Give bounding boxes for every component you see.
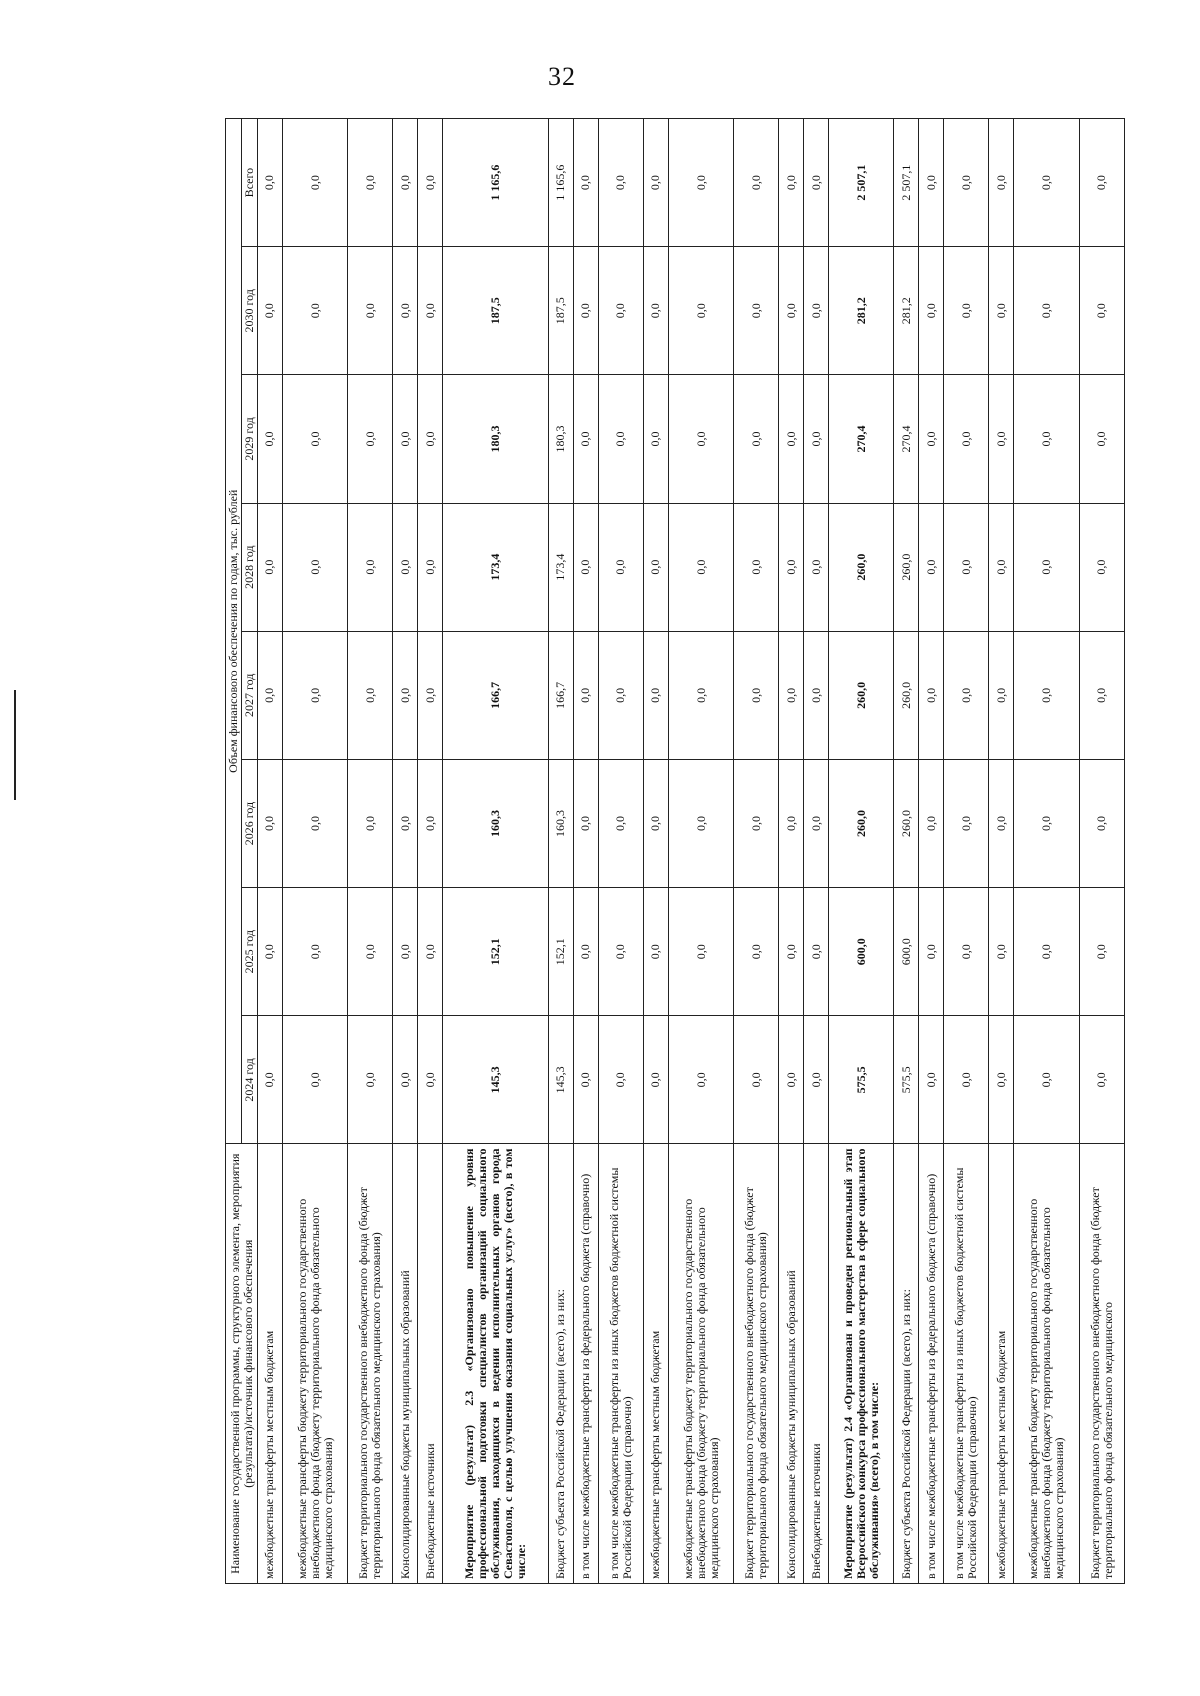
row-value-cell: 270,4 (829, 375, 894, 503)
row-value-cell: 260,0 (894, 759, 919, 887)
header-name-column: Наименование государственной программы, структурного элемента, мероприятия (результата)/источник финансового обеспечения (226, 1144, 258, 1584)
row-total-cell: 1 165,6 (443, 119, 549, 247)
row-value-cell: 0,0 (573, 1016, 598, 1144)
row-name-cell: Бюджет территориального государственного внебюджетного фонда (бюджет территориального фонда обязательного медицинского страхования) (348, 1144, 393, 1584)
row-value-cell: 0,0 (418, 375, 443, 503)
row-value-cell: 0,0 (258, 375, 283, 503)
row-name-cell: Мероприятие (результат) 2.4 «Организован и проведен региональный этап Всероссийского конкурса профессионального мастерства в сфере социального обслуживания» (всего), в том числе: (829, 1144, 894, 1584)
margin-mark (14, 690, 16, 800)
row-name-cell: межбюджетные трансферты бюджету территориального государственного внебюджетного фонда (бюджету территориального фонда обязательного медицинского страхования) (282, 1144, 347, 1584)
row-value-cell: 0,0 (668, 1016, 733, 1144)
row-value-cell: 270,4 (894, 375, 919, 503)
row-value-cell: 0,0 (393, 631, 418, 759)
row-total-cell: 0,0 (804, 119, 829, 247)
row-name-cell: межбюджетные трансферты бюджету территориального государственного внебюджетного фонда (бюджету территориального фонда обязательного медицинского страхования) (1014, 1144, 1079, 1584)
header-year: 2028 год (242, 503, 258, 631)
table-row (643, 119, 668, 1584)
row-name-cell: в том числе межбюджетные трансферты из иных бюджетов бюджетной системы Российской Федерации (справочно) (944, 1144, 989, 1584)
row-value-cell: 0,0 (643, 888, 668, 1016)
row-value-cell: 0,0 (258, 759, 283, 887)
header-year: 2026 год (242, 759, 258, 887)
row-total-cell: 0,0 (779, 119, 804, 247)
row-value-cell: 0,0 (919, 1016, 944, 1144)
row-value-cell: 0,0 (643, 503, 668, 631)
row-value-cell: 0,0 (348, 503, 393, 631)
row-value-cell: 0,0 (258, 888, 283, 1016)
row-value-cell: 0,0 (804, 375, 829, 503)
row-total-cell: 2 507,1 (829, 119, 894, 247)
table-row (549, 119, 574, 1584)
header-year: 2027 год (242, 631, 258, 759)
row-value-cell: 0,0 (804, 247, 829, 375)
row-value-cell: 0,0 (734, 759, 779, 887)
table-row (1079, 119, 1124, 1584)
row-value-cell: 0,0 (598, 247, 643, 375)
row-value-cell: 0,0 (779, 888, 804, 1016)
row-value-cell: 0,0 (804, 759, 829, 887)
row-value-cell: 281,2 (894, 247, 919, 375)
row-value-cell: 0,0 (598, 503, 643, 631)
header-year: 2030 год (242, 247, 258, 375)
row-value-cell: 0,0 (418, 1016, 443, 1144)
row-total-cell: 1 165,6 (549, 119, 574, 247)
row-name-cell: Бюджет территориального государственного внебюджетного фонда (бюджет территориального фонда обязательного медицинского страхования) (734, 1144, 779, 1584)
row-value-cell: 0,0 (919, 888, 944, 1016)
row-value-cell: 0,0 (989, 247, 1014, 375)
row-name-cell: в том числе межбюджетные трансферты из иных бюджетов бюджетной системы Российской Федерации (справочно) (598, 1144, 643, 1584)
row-value-cell: 0,0 (348, 888, 393, 1016)
row-value-cell: 0,0 (1079, 1016, 1124, 1144)
table-row (919, 119, 944, 1584)
row-value-cell: 0,0 (282, 247, 347, 375)
row-value-cell: 0,0 (418, 888, 443, 1016)
row-value-cell: 0,0 (1014, 888, 1079, 1016)
table-row (804, 119, 829, 1584)
row-value-cell: 0,0 (258, 631, 283, 759)
row-value-cell: 0,0 (393, 503, 418, 631)
row-total-cell: 2 507,1 (894, 119, 919, 247)
row-total-cell: 0,0 (258, 119, 283, 247)
header-year: 2029 год (242, 375, 258, 503)
row-value-cell: 187,5 (443, 247, 549, 375)
row-value-cell: 0,0 (258, 503, 283, 631)
row-value-cell: 0,0 (258, 247, 283, 375)
row-value-cell: 0,0 (944, 1016, 989, 1144)
row-value-cell: 0,0 (668, 503, 733, 631)
row-total-cell: 0,0 (393, 119, 418, 247)
row-value-cell: 0,0 (734, 888, 779, 1016)
funding-table-rotated (225, 118, 1125, 1584)
row-value-cell: 0,0 (804, 1016, 829, 1144)
row-value-cell: 0,0 (573, 759, 598, 887)
row-value-cell: 0,0 (1014, 1016, 1079, 1144)
row-value-cell: 0,0 (1014, 631, 1079, 759)
row-value-cell: 260,0 (829, 503, 894, 631)
row-value-cell: 173,4 (549, 503, 574, 631)
row-value-cell: 160,3 (549, 759, 574, 887)
table-body (258, 119, 1125, 1584)
table-row (1014, 119, 1079, 1584)
row-value-cell: 0,0 (258, 1016, 283, 1144)
row-value-cell: 0,0 (282, 503, 347, 631)
row-value-cell: 0,0 (668, 247, 733, 375)
row-value-cell: 0,0 (348, 1016, 393, 1144)
row-total-cell: 0,0 (919, 119, 944, 247)
row-total-cell: 0,0 (643, 119, 668, 247)
row-value-cell: 0,0 (734, 375, 779, 503)
header-year: 2024 год (242, 1016, 258, 1144)
row-value-cell: 187,5 (549, 247, 574, 375)
row-name-cell: Бюджет субъекта Российской Федерации (всего), из них: (894, 1144, 919, 1584)
page-number: 32 (548, 62, 576, 91)
row-name-cell: Внебюджетные источники (804, 1144, 829, 1584)
row-value-cell: 0,0 (643, 759, 668, 887)
row-value-cell: 600,0 (894, 888, 919, 1016)
table-row (573, 119, 598, 1584)
row-value-cell: 0,0 (418, 631, 443, 759)
row-value-cell: 0,0 (348, 759, 393, 887)
row-value-cell: 0,0 (779, 759, 804, 887)
row-value-cell: 152,1 (443, 888, 549, 1016)
row-name-cell: в том числе межбюджетные трансферты из федерального бюджета (справочно) (919, 1144, 944, 1584)
row-name-cell: Внебюджетные источники (418, 1144, 443, 1584)
row-value-cell: 0,0 (919, 375, 944, 503)
row-value-cell: 0,0 (1079, 375, 1124, 503)
row-value-cell: 145,3 (443, 1016, 549, 1144)
row-value-cell: 0,0 (944, 247, 989, 375)
row-name-cell: Мероприятие (результат) 2.3 «Организовано повышение уровня профессиональной подготовки специалистов организаций социального обслуживания, находящихся в ведении исполнительных органов города Севастополя, с целью улучшения оказания социальных услуг» (всего), в том числе: (443, 1144, 549, 1584)
row-value-cell: 0,0 (989, 888, 1014, 1016)
row-value-cell: 0,0 (989, 631, 1014, 759)
table-row (668, 119, 733, 1584)
row-value-cell: 0,0 (393, 375, 418, 503)
row-name-cell: Бюджет территориального государственного внебюджетного фонда (бюджет территориального фонда обязательного медицинского (1079, 1144, 1124, 1584)
row-value-cell: 0,0 (643, 631, 668, 759)
table-row (393, 119, 418, 1584)
row-value-cell: 0,0 (573, 247, 598, 375)
table-row (282, 119, 347, 1584)
table-row (779, 119, 804, 1584)
row-value-cell: 0,0 (393, 888, 418, 1016)
row-total-cell: 0,0 (418, 119, 443, 247)
row-value-cell: 0,0 (779, 1016, 804, 1144)
row-value-cell: 0,0 (643, 247, 668, 375)
row-value-cell: 0,0 (573, 631, 598, 759)
row-total-cell: 0,0 (944, 119, 989, 247)
table-row (258, 119, 283, 1584)
row-value-cell: 260,0 (894, 631, 919, 759)
row-value-cell: 0,0 (944, 375, 989, 503)
row-value-cell: 0,0 (348, 631, 393, 759)
row-value-cell: 180,3 (549, 375, 574, 503)
table-row (734, 119, 779, 1584)
row-value-cell: 0,0 (1079, 888, 1124, 1016)
table-row (989, 119, 1014, 1584)
row-total-cell: 0,0 (348, 119, 393, 247)
row-value-cell: 600,0 (829, 888, 894, 1016)
table-row (944, 119, 989, 1584)
row-value-cell: 260,0 (829, 759, 894, 887)
row-value-cell: 0,0 (1079, 247, 1124, 375)
row-value-cell: 0,0 (668, 375, 733, 503)
table-row (598, 119, 643, 1584)
row-value-cell: 575,5 (829, 1016, 894, 1144)
row-value-cell: 0,0 (919, 247, 944, 375)
row-value-cell: 260,0 (829, 631, 894, 759)
row-value-cell: 0,0 (598, 631, 643, 759)
row-value-cell: 0,0 (1079, 631, 1124, 759)
row-value-cell: 0,0 (804, 631, 829, 759)
row-total-cell: 0,0 (1079, 119, 1124, 247)
row-total-cell: 0,0 (573, 119, 598, 247)
row-value-cell: 0,0 (1079, 759, 1124, 887)
row-name-cell: межбюджетные трансферты бюджету территориального государственного внебюджетного фонда (бюджету территориального фонда обязательного медицинского страхования) (668, 1144, 733, 1584)
row-value-cell: 0,0 (282, 888, 347, 1016)
row-value-cell: 180,3 (443, 375, 549, 503)
row-value-cell: 0,0 (734, 631, 779, 759)
row-value-cell: 0,0 (944, 503, 989, 631)
row-value-cell: 0,0 (944, 759, 989, 887)
row-value-cell: 0,0 (598, 375, 643, 503)
row-value-cell: 0,0 (1079, 503, 1124, 631)
row-value-cell: 0,0 (418, 247, 443, 375)
row-value-cell: 0,0 (282, 375, 347, 503)
row-value-cell: 0,0 (779, 503, 804, 631)
row-value-cell: 0,0 (348, 375, 393, 503)
row-value-cell: 0,0 (1014, 375, 1079, 503)
row-value-cell: 0,0 (643, 1016, 668, 1144)
header-year: 2025 год (242, 888, 258, 1016)
row-value-cell: 0,0 (989, 1016, 1014, 1144)
row-value-cell: 0,0 (919, 503, 944, 631)
row-value-cell: 0,0 (779, 375, 804, 503)
row-value-cell: 0,0 (668, 759, 733, 887)
row-total-cell: 0,0 (1014, 119, 1079, 247)
table-row (348, 119, 393, 1584)
row-value-cell: 0,0 (804, 503, 829, 631)
header-row-group (226, 119, 242, 1584)
table-row (418, 119, 443, 1584)
row-total-cell: 0,0 (668, 119, 733, 247)
row-value-cell: 0,0 (779, 247, 804, 375)
row-value-cell: 0,0 (418, 759, 443, 887)
row-value-cell: 0,0 (1014, 759, 1079, 887)
row-value-cell: 0,0 (348, 247, 393, 375)
row-value-cell: 0,0 (282, 759, 347, 887)
row-value-cell: 152,1 (549, 888, 574, 1016)
row-value-cell: 575,5 (894, 1016, 919, 1144)
row-total-cell: 0,0 (734, 119, 779, 247)
row-value-cell: 145,3 (549, 1016, 574, 1144)
row-total-cell: 0,0 (282, 119, 347, 247)
row-total-cell: 0,0 (989, 119, 1014, 247)
row-value-cell: 0,0 (643, 375, 668, 503)
row-name-cell: в том числе межбюджетные трансферты из федерального бюджета (справочно) (573, 1144, 598, 1584)
row-value-cell: 0,0 (779, 631, 804, 759)
row-value-cell: 0,0 (989, 375, 1014, 503)
row-name-cell: межбюджетные трансферты местным бюджетам (643, 1144, 668, 1584)
row-value-cell: 0,0 (1014, 503, 1079, 631)
row-value-cell: 281,2 (829, 247, 894, 375)
row-value-cell: 0,0 (668, 888, 733, 1016)
row-value-cell: 0,0 (944, 888, 989, 1016)
row-value-cell: 0,0 (989, 759, 1014, 887)
row-value-cell: 0,0 (598, 759, 643, 887)
row-value-cell: 0,0 (573, 888, 598, 1016)
row-value-cell: 0,0 (989, 503, 1014, 631)
row-value-cell: 173,4 (443, 503, 549, 631)
header-total: Всего (242, 119, 258, 247)
row-value-cell: 0,0 (573, 503, 598, 631)
row-value-cell: 166,7 (443, 631, 549, 759)
row-total-cell: 0,0 (598, 119, 643, 247)
row-name-cell: межбюджетные трансферты местным бюджетам (258, 1144, 283, 1584)
row-value-cell: 0,0 (919, 759, 944, 887)
row-value-cell: 0,0 (919, 631, 944, 759)
row-value-cell: 0,0 (668, 631, 733, 759)
funding-table (225, 118, 1125, 1584)
row-value-cell: 0,0 (1014, 247, 1079, 375)
row-value-cell: 0,0 (393, 247, 418, 375)
row-value-cell: 0,0 (393, 759, 418, 887)
row-name-cell: Бюджет субъекта Российской Федерации (всего), из них: (549, 1144, 574, 1584)
row-value-cell: 260,0 (894, 503, 919, 631)
row-value-cell: 0,0 (944, 631, 989, 759)
row-value-cell: 0,0 (734, 247, 779, 375)
table-row (894, 119, 919, 1584)
row-value-cell: 160,3 (443, 759, 549, 887)
row-value-cell: 0,0 (804, 888, 829, 1016)
table-row-activity (443, 119, 549, 1584)
row-value-cell: 0,0 (598, 888, 643, 1016)
row-value-cell: 0,0 (598, 1016, 643, 1144)
header-funding-group: Объем финансового обеспечения по годам, тыс. рублей (226, 119, 242, 1145)
row-value-cell: 0,0 (418, 503, 443, 631)
row-value-cell: 166,7 (549, 631, 574, 759)
row-name-cell: Консолидированные бюджеты муниципальных образований (779, 1144, 804, 1584)
row-value-cell: 0,0 (734, 1016, 779, 1144)
row-value-cell: 0,0 (734, 503, 779, 631)
row-value-cell: 0,0 (282, 631, 347, 759)
table-row-activity (829, 119, 894, 1584)
row-name-cell: межбюджетные трансферты местным бюджетам (989, 1144, 1014, 1584)
row-value-cell: 0,0 (282, 1016, 347, 1144)
row-value-cell: 0,0 (393, 1016, 418, 1144)
row-name-cell: Консолидированные бюджеты муниципальных образований (393, 1144, 418, 1584)
row-value-cell: 0,0 (573, 375, 598, 503)
